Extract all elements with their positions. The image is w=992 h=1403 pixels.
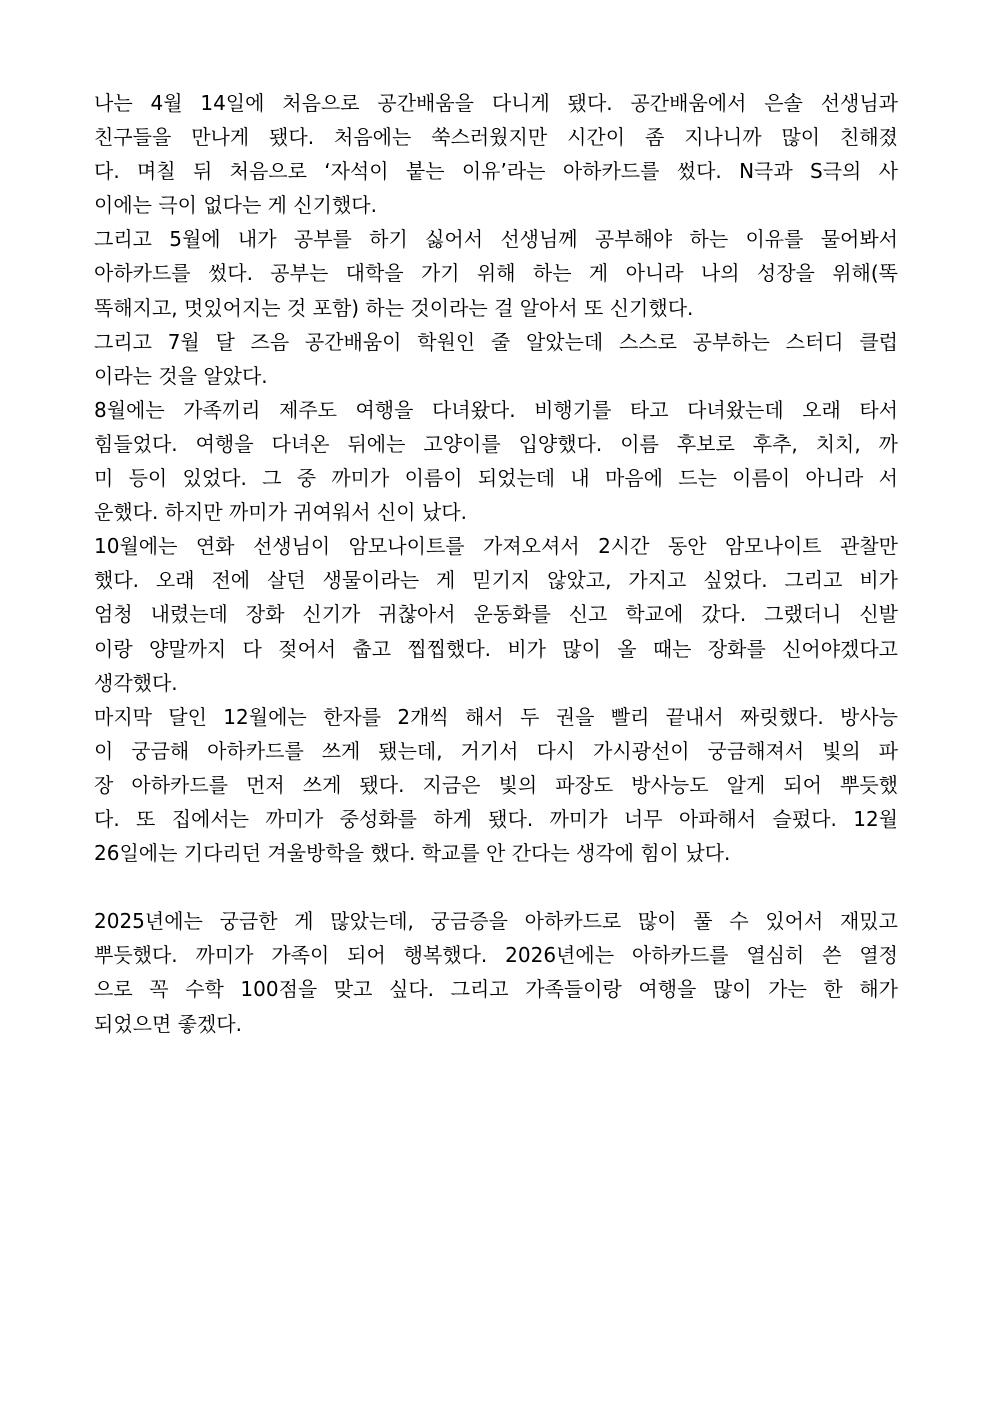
blank-line [94, 870, 898, 904]
text-line: 똑해지고, 멋있어지는 것 포함) 하는 것이라는 걸 알아서 또 신기했다. [94, 295, 694, 320]
text-line: 되었으면 좋겠다. [94, 1011, 242, 1036]
text-line: 이에는 극이 없다는 게 신기했다. [94, 193, 377, 218]
text-line: 했다. 오래 전에 살던 생물이라는 게 믿기지 않았고, 가지고 싶었다. 그리고 비가 [94, 568, 898, 593]
text-line: 10월에는 연화 선생님이 암모나이트를 가져오셔서 2시간 동안 암모나이트 관찰만 [94, 534, 898, 559]
text-line: 그리고 5월에 내가 공부를 하기 싫어서 선생님께 공부해야 하는 이유를 물어봐서 [94, 227, 898, 252]
text-line: 2025년에는 궁금한 게 많았는데, 궁금증을 아하카드로 많이 풀 수 있어서 재밌고 [94, 909, 898, 934]
text-line: 마지막 달인 12월에는 한자를 2개씩 해서 두 권을 빨리 끝내서 짜릿했다. 방사능 [94, 704, 898, 729]
text-line: 힘들었다. 여행을 다녀온 뒤에는 고양이를 입양했다. 이름 후보로 후추, 치치, 까 [94, 431, 898, 456]
document-body [94, 86, 898, 1041]
text-line: 이 궁금해 아하카드를 쓰게 됐는데, 거기서 다시 가시광선이 궁금해져서 빛의 파 [94, 738, 898, 763]
text-line: 생각했다. [94, 670, 178, 695]
text-line: 다. 또 집에서는 까미가 중성화를 하게 됐다. 까미가 너무 아파해서 슬펐다. 12월 [94, 806, 898, 831]
text-line: 이랑 양말까지 다 젖어서 춥고 찝찝했다. 비가 많이 올 때는 장화를 신어야겠다고 [94, 636, 898, 661]
text-line: 아하카드를 썼다. 공부는 대학을 가기 위해 하는 게 아니라 나의 성장을 위해(똑 [94, 261, 898, 286]
text-line: 으로 꼭 수학 100점을 맞고 싶다. 그리고 가족들이랑 여행을 많이 가는 한 해가 [94, 977, 898, 1002]
text-line: 친구들을 만나게 됐다. 처음에는 쑥스러웠지만 시간이 좀 지나니까 많이 친해졌 [94, 125, 898, 150]
text-line: 다. 며칠 뒤 처음으로 ‘자석이 붙는 이유’라는 아하카드를 썼다. N극과 S극의 사 [94, 159, 899, 184]
text-line: 이라는 것을 알았다. [94, 363, 268, 388]
text-line: 그리고 7월 달 즈음 공간배움이 학원인 줄 알았는데 스스로 공부하는 스터디 클럽 [94, 329, 898, 354]
text-line: 엄청 내렸는데 장화 신기가 귀찮아서 운동화를 신고 학교에 갔다. 그랬더니 신발 [94, 602, 898, 627]
text-line: 운했다. 하지만 까미가 귀여워서 신이 났다. [94, 500, 467, 525]
text-line: 뿌듯했다. 까미가 가족이 되어 행복했다. 2026년에는 아하카드를 열심히 쓴 열정 [94, 943, 898, 968]
text-line: 미 등이 있었다. 그 중 까미가 이름이 되었는데 내 마음에 드는 이름이 아니라 서 [94, 466, 898, 491]
text-line: 나는 4월 14일에 처음으로 공간배움을 다니게 됐다. 공간배움에서 은솔 선생님과 [94, 91, 898, 115]
text-line: 8월에는 가족끼리 제주도 여행을 다녀왔다. 비행기를 타고 다녀왔는데 오래 타서 [94, 397, 898, 422]
text-line: 26일에는 기다리던 겨울방학을 했다. 학교를 안 간다는 생각에 힘이 났다. [94, 841, 731, 866]
text-line: 장 아하카드를 먼저 쓰게 됐다. 지금은 빛의 파장도 방사능도 알게 되어 뿌듯했 [94, 772, 898, 797]
